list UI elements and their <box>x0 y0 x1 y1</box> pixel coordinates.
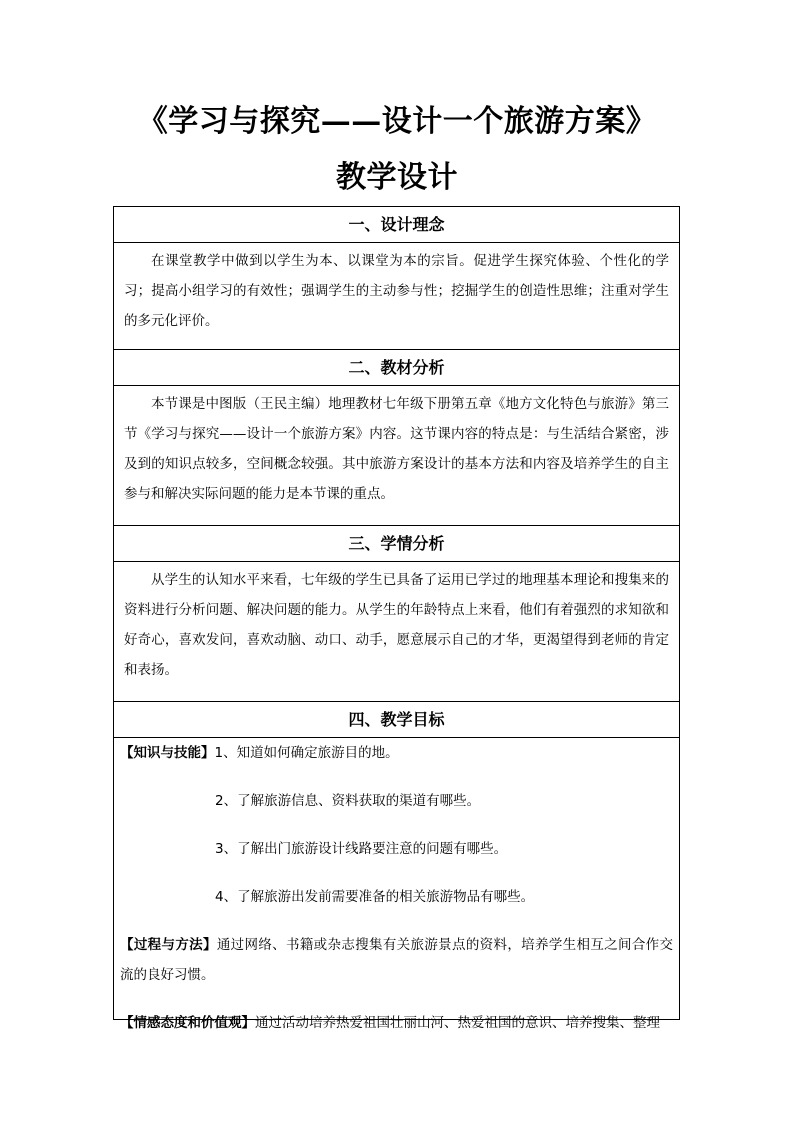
design-concept-text: 在课堂教学中做到以学生为本、以课堂为本的宗旨。促进学生探究体验、个性化的学习；提高小组学习的有效性；强调学生的主动参与性；挖掘学生的创造性思维；注重对学生的多元化评价。 <box>124 253 669 329</box>
knowledge-item: 1、知道如何确定旅游目的地。 <box>214 745 399 761</box>
textbook-analysis-text: 本节课是中图版（王民主编）地理教材七年级下册第五章《地方文化特色与旅游》第三节《学习与探究——设计一个旅游方案》内容。这节课内容的特点是：与生活结合紧密，涉及到的知识点较多，空间概念较强。其中旅游方案设计的基本方法和内容及培养学生的自主参与和解决实际问题的能力是本节课的重点。 <box>124 396 669 502</box>
document-title: 《学习与探究——设计一个旅游方案》 <box>137 104 657 139</box>
section-heading-teaching-goals: 四、教学目标 <box>114 702 679 738</box>
process-method-tag: 【过程与方法】 <box>120 937 217 953</box>
design-table <box>113 206 680 1031</box>
document-subtitle: 教学设计 <box>336 160 458 195</box>
teaching-goals-body <box>114 738 679 1038</box>
section-heading-design-concept: 一、设计理念 <box>114 207 679 243</box>
section-heading-textbook-analysis: 二、教材分析 <box>114 350 679 386</box>
section-body-design-concept <box>114 243 679 350</box>
knowledge-skill-tag: 【知识与技能】 <box>120 745 215 761</box>
knowledge-goal-row <box>120 738 673 768</box>
knowledge-item: 3、了解出门旅游设计线路要注意的问题有哪些。 <box>215 841 508 857</box>
student-analysis-text: 从学生的认知水平来看，七年级的学生已具备了运用已学过的地理基本理论和搜集来的资料进行分析问题、解决问题的能力。从学生的年龄特点上来看，他们有着强烈的求知欲和好奇心，喜欢发问，喜欢动脑、动口、动手，愿意展示自己的才华，更渴望得到老师的肯定和表扬。 <box>124 572 669 678</box>
process-goal-row <box>120 930 673 990</box>
emotion-attitude-tag: 【情感态度和价值观】 <box>120 1015 255 1031</box>
knowledge-item: 2、了解旅游信息、资料获取的渠道有哪些。 <box>215 793 481 809</box>
process-method-text: 通过网络、书籍或杂志搜集有关旅游景点的资料，培养学生相互之间合作交流的良好习惯。 <box>120 937 674 983</box>
section-body-textbook-analysis <box>114 386 679 526</box>
section-body-student-analysis <box>114 562 679 702</box>
emotion-goal-row <box>120 1008 673 1038</box>
emotion-attitude-text: 通过活动培养热爱祖国壮丽山河、热爱祖国的意识、培养搜集、整理 <box>255 1015 660 1031</box>
section-heading-student-analysis: 三、学情分析 <box>114 526 679 562</box>
knowledge-item: 4、了解旅游出发前需要准备的相关旅游物品有哪些。 <box>215 889 535 905</box>
